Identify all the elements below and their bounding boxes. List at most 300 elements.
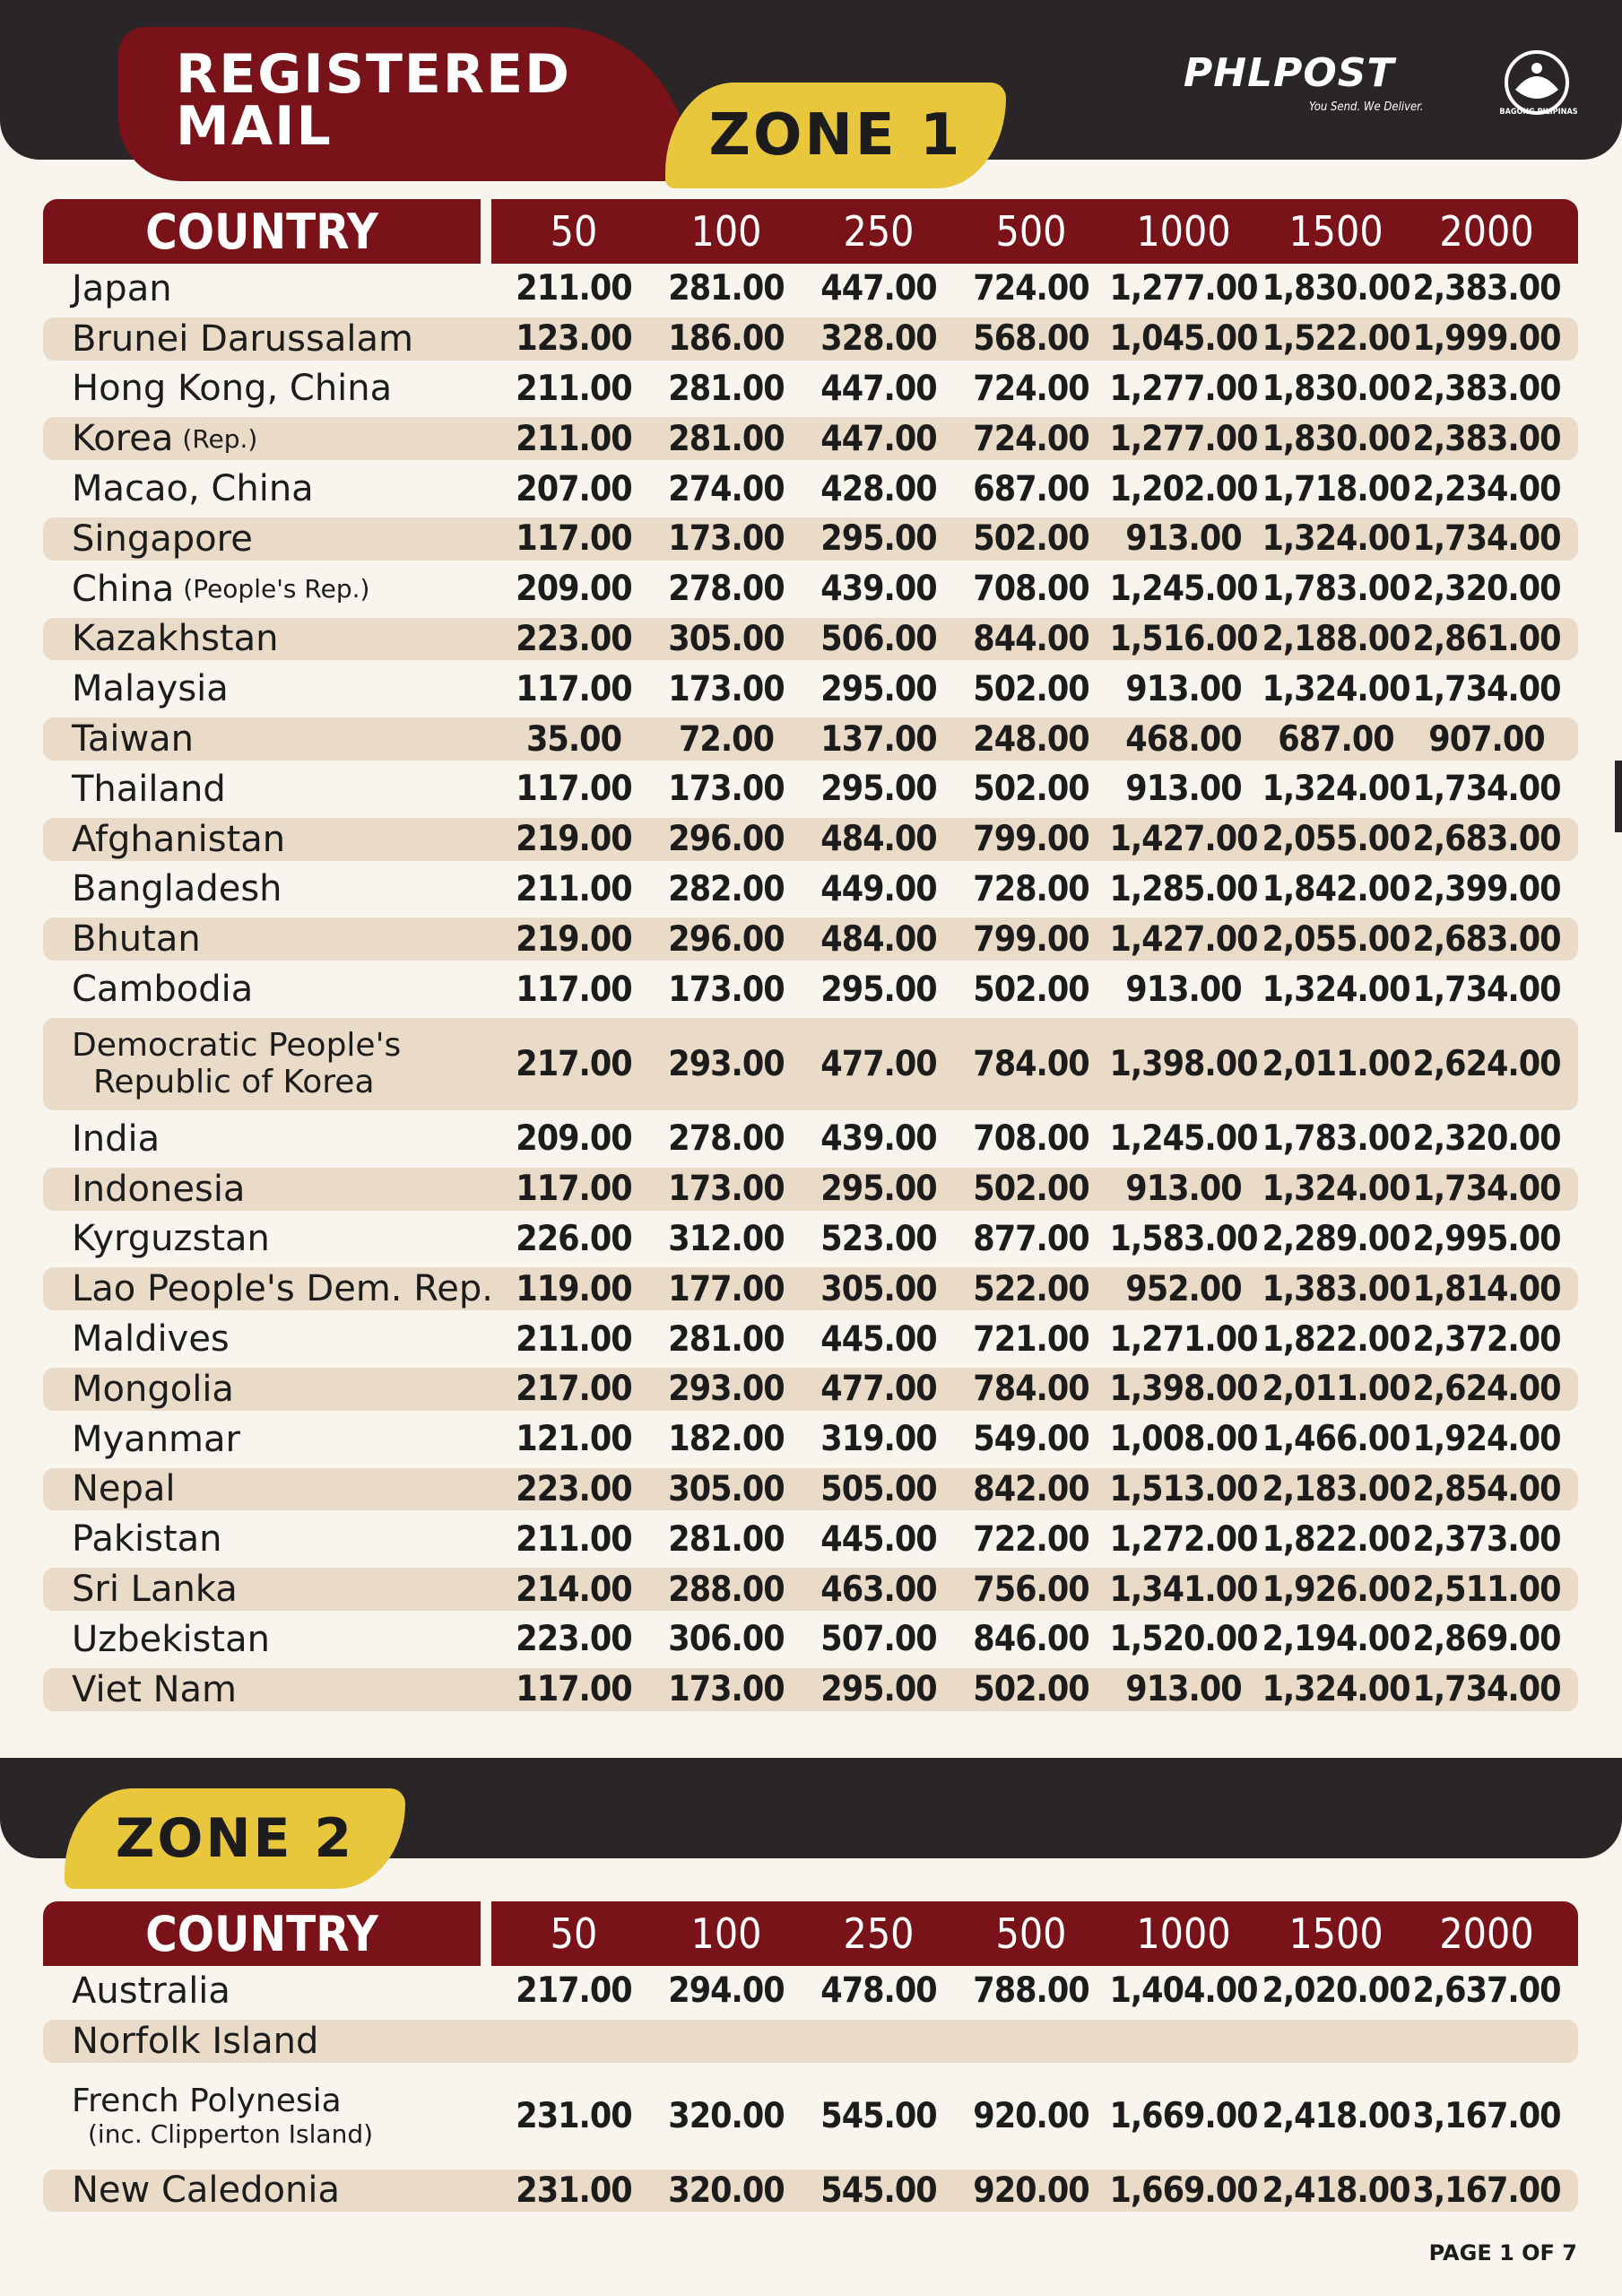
rate-value (1112, 2016, 1255, 2066)
rate-value: 506.00 (820, 618, 937, 659)
seal-text: BAGONG PILIPINAS (1499, 108, 1578, 117)
country-label: Norfolk Island (72, 2020, 319, 2062)
table-row (43, 764, 1578, 814)
rate-value: 1,008.00 (1109, 1419, 1258, 1460)
rate-value: 306.00 (668, 1619, 785, 1660)
country-column-header: COUNTRY (43, 199, 481, 264)
rate-value: 274.00 (668, 468, 785, 509)
zone-1-label: ZONE 1 (665, 83, 1006, 188)
country-name (72, 964, 253, 1014)
rate-value: 2,637.00 (1412, 1970, 1561, 2012)
table-row (43, 413, 1578, 464)
weight-header-50: 50 (550, 1909, 598, 1958)
weight-header-500: 500 (995, 1909, 1067, 1958)
rate-value: 295.00 (820, 1669, 937, 1710)
rate-value: 2,854.00 (1412, 1468, 1561, 1509)
rate-value: 2,194.00 (1262, 1619, 1410, 1660)
rate-value: 1,522.00 (1262, 318, 1410, 360)
rate-value: 907.00 (1428, 718, 1545, 760)
rate-value: 842.00 (973, 1468, 1089, 1509)
rate-value: 477.00 (820, 1369, 937, 1410)
country-name (72, 1465, 176, 1515)
country-name (72, 764, 226, 814)
rate-value: 568.00 (973, 318, 1089, 360)
rate-value: 305.00 (820, 1268, 937, 1309)
weight-header-1500: 1500 (1288, 1909, 1383, 1958)
rate-value: 2,683.00 (1412, 918, 1561, 960)
rate-value: 123.00 (516, 318, 632, 360)
country-name (72, 1564, 238, 1614)
rate-value: 1,814.00 (1412, 1268, 1561, 1309)
country-name (72, 1665, 237, 1715)
rate-value: 173.00 (668, 668, 785, 709)
page-title (176, 43, 571, 158)
rate-value: 920.00 (973, 2170, 1089, 2211)
rate-value: 1,398.00 (1109, 1369, 1258, 1410)
rate-value: 186.00 (668, 318, 785, 360)
weight-header-100: 100 (690, 207, 762, 256)
rate-value: 1,520.00 (1109, 1619, 1258, 1660)
country-name (72, 714, 194, 764)
rate-value: 1,324.00 (1262, 668, 1410, 709)
rate-value: 2,511.00 (1412, 1569, 1561, 1610)
rate-value: 117.00 (516, 518, 632, 560)
country-label: Sri Lanka (72, 1569, 238, 1611)
country-label: Bhutan (72, 918, 201, 961)
table-row (43, 1114, 1578, 1164)
rate-value: 2,011.00 (1262, 1369, 1410, 1410)
rate-value: 439.00 (820, 569, 937, 610)
rate-value: 913.00 (1125, 769, 1242, 810)
rate-value: 1,783.00 (1262, 569, 1410, 610)
country-name (72, 1214, 270, 1265)
rate-value: 1,734.00 (1412, 668, 1561, 709)
rate-value (502, 2016, 646, 2066)
rate-value: 173.00 (668, 1169, 785, 1210)
rate-value: 295.00 (820, 969, 937, 1010)
rate-value: 281.00 (668, 368, 785, 409)
rate-value: 2,320.00 (1412, 1118, 1561, 1160)
rate-value: 505.00 (820, 1468, 937, 1509)
rate-value: 1,045.00 (1109, 318, 1258, 360)
rate-value: 211.00 (516, 368, 632, 409)
weight-header-250: 250 (843, 207, 915, 256)
table-row (43, 2166, 1578, 2216)
rate-value: 217.00 (516, 1043, 632, 1084)
zone-1-rows (43, 264, 1578, 1715)
table-row (43, 614, 1578, 665)
country-label: Australia (72, 1970, 230, 2012)
rate-value: 545.00 (820, 2170, 937, 2211)
rate-value: 920.00 (973, 2095, 1089, 2136)
rate-value: 1,516.00 (1109, 618, 1258, 659)
rate-value: 1,734.00 (1412, 518, 1561, 560)
country-name (72, 1264, 493, 1314)
rate-value: 223.00 (516, 618, 632, 659)
country-label: Brunei Darussalam (72, 317, 413, 360)
country-qualifier: (Rep.) (182, 423, 258, 454)
rate-value: 468.00 (1125, 718, 1242, 760)
page-number: PAGE 1 OF 7 (1428, 2240, 1577, 2266)
rate-value: 1,277.00 (1109, 268, 1258, 309)
country-label: Kyrguzstan (72, 1218, 270, 1260)
rate-value: 447.00 (820, 268, 937, 309)
country-name (72, 1414, 240, 1465)
rate-value: 2,418.00 (1262, 2170, 1410, 2211)
rate-value: 2,055.00 (1262, 819, 1410, 860)
page-edge-marker (1615, 761, 1622, 832)
country-label: Thailand (72, 768, 226, 810)
country-label: New Caledonia (72, 2170, 340, 2212)
table-header (43, 1901, 1578, 1966)
rate-value: 2,683.00 (1412, 819, 1561, 860)
rate-value: 463.00 (820, 1569, 937, 1610)
rate-value: 502.00 (973, 769, 1089, 810)
rate-value: 278.00 (668, 569, 785, 610)
rate-value: 721.00 (973, 1318, 1089, 1360)
rate-value: 502.00 (973, 1169, 1089, 1210)
rate-value: 223.00 (516, 1468, 632, 1509)
rate-value: 1,734.00 (1412, 1669, 1561, 1710)
rate-value: 2,289.00 (1262, 1218, 1410, 1259)
rate-value: 2,188.00 (1262, 618, 1410, 659)
rate-value: 1,669.00 (1109, 2095, 1258, 2136)
country-name (72, 1164, 245, 1214)
country-name (72, 914, 201, 964)
country-name (72, 413, 257, 464)
rate-value: 295.00 (820, 668, 937, 709)
rate-value: 209.00 (516, 569, 632, 610)
country-name-line-2: (inc. Clipperton Island) (88, 2119, 374, 2150)
rate-value: 687.00 (973, 468, 1089, 509)
rate-value: 282.00 (668, 868, 785, 909)
weight-column-headers (491, 199, 1578, 264)
country-label: Korea (72, 418, 174, 460)
country-label: Myanmar (72, 1418, 240, 1460)
logo-tagline: You Send. We Deliver. (1309, 100, 1424, 114)
table-row (43, 664, 1578, 714)
rate-value: 2,373.00 (1412, 1518, 1561, 1560)
country-label: Nepal (72, 1468, 176, 1510)
rate-value: 1,271.00 (1109, 1318, 1258, 1360)
rate-value: 320.00 (668, 2095, 785, 2136)
rate-value: 223.00 (516, 1619, 632, 1660)
rate-value: 913.00 (1125, 668, 1242, 709)
rate-value: 2,055.00 (1262, 918, 1410, 960)
rate-value: 1,669.00 (1109, 2170, 1258, 2211)
country-name-line-1: Democratic People's (72, 1027, 402, 1065)
rate-value: 523.00 (820, 1218, 937, 1259)
rate-value: 2,320.00 (1412, 569, 1561, 610)
rate-value: 207.00 (516, 468, 632, 509)
rate-value: 117.00 (516, 1169, 632, 1210)
rate-value: 502.00 (973, 1669, 1089, 1710)
country-label: Bangladesh (72, 868, 282, 910)
rate-value: 294.00 (668, 1970, 785, 2012)
rate-value: 1,245.00 (1109, 569, 1258, 610)
rate-value: 2,399.00 (1412, 868, 1561, 909)
rate-value: 231.00 (516, 2095, 632, 2136)
rate-value: 445.00 (820, 1318, 937, 1360)
rate-value: 502.00 (973, 668, 1089, 709)
weight-header-50: 50 (550, 207, 598, 256)
rate-value: 248.00 (973, 718, 1089, 760)
rate-value: 281.00 (668, 418, 785, 459)
rate-value: 1,926.00 (1262, 1569, 1410, 1610)
rate-value: 173.00 (668, 1669, 785, 1710)
rate-value: 2,861.00 (1412, 618, 1561, 659)
rate-value: 117.00 (516, 969, 632, 1010)
rate-value: 296.00 (668, 918, 785, 960)
country-label: Lao People's Dem. Rep. (72, 1268, 493, 1310)
rate-value: 1,398.00 (1109, 1043, 1258, 1084)
rate-value: 522.00 (973, 1268, 1089, 1309)
rate-value: 278.00 (668, 1118, 785, 1160)
rate-value: 1,734.00 (1412, 769, 1561, 810)
rate-value: 2,234.00 (1412, 468, 1561, 509)
rate-value: 447.00 (820, 368, 937, 409)
rate-value: 447.00 (820, 418, 937, 459)
rate-value: 295.00 (820, 518, 937, 560)
country-name (72, 364, 392, 414)
country-name (72, 314, 413, 364)
rate-value: 799.00 (973, 918, 1089, 960)
rate-value: 1,202.00 (1109, 468, 1258, 509)
country-name (72, 814, 285, 865)
table-row (43, 914, 1578, 964)
country-name (72, 1614, 270, 1665)
country-label: Afghanistan (72, 818, 286, 860)
rate-value: 1,324.00 (1262, 969, 1410, 1010)
rate-value: 502.00 (973, 518, 1089, 560)
rate-value (1264, 2016, 1408, 2066)
rate-value: 121.00 (516, 1419, 632, 1460)
rate-value: 445.00 (820, 1518, 937, 1560)
zone-1-rate-table (43, 199, 1578, 1715)
table-row (43, 1164, 1578, 1214)
rate-value: 1,245.00 (1109, 1118, 1258, 1160)
rate-value: 1,324.00 (1262, 769, 1410, 810)
table-row (43, 1414, 1578, 1465)
weight-column-headers (491, 1901, 1578, 1966)
country-label: Uzbekistan (72, 1618, 270, 1660)
rate-value: 1,734.00 (1412, 1169, 1561, 1210)
rate-value: 295.00 (820, 1169, 937, 1210)
rate-value: 1,830.00 (1262, 268, 1410, 309)
rate-value: 219.00 (516, 918, 632, 960)
logo-text: PHLPOST (1184, 50, 1395, 96)
rate-value: 844.00 (973, 618, 1089, 659)
table-row (43, 1966, 1578, 2016)
rate-value: 211.00 (516, 1318, 632, 1360)
rate-value: 217.00 (516, 1369, 632, 1410)
country-name (72, 1114, 160, 1164)
rate-value: 2,624.00 (1412, 1369, 1561, 1410)
rate-value: 305.00 (668, 1468, 785, 1509)
table-row (43, 1665, 1578, 1715)
rate-value: 2,020.00 (1262, 1970, 1410, 2012)
table-row (43, 1314, 1578, 1364)
country-name (72, 2166, 340, 2216)
country-name (72, 264, 172, 314)
rate-value: 182.00 (668, 1419, 785, 1460)
rate-value: 478.00 (820, 1970, 937, 2012)
weight-header-500: 500 (995, 207, 1067, 256)
table-row (43, 314, 1578, 364)
rate-value: 1,277.00 (1109, 418, 1258, 459)
table-row (43, 1214, 1578, 1265)
rate-value: 477.00 (820, 1043, 937, 1084)
rate-value: 211.00 (516, 1518, 632, 1560)
weight-header-250: 250 (843, 1909, 915, 1958)
rate-value: 1,272.00 (1109, 1518, 1258, 1560)
title-line-2: MAIL (176, 95, 333, 158)
country-label: Indonesia (72, 1168, 246, 1210)
rate-value (1415, 2016, 1558, 2066)
country-qualifier: (People's Rep.) (183, 574, 370, 604)
rate-value: 1,822.00 (1262, 1318, 1410, 1360)
rate-value: 288.00 (668, 1569, 785, 1610)
rate-value: 3,167.00 (1412, 2095, 1561, 2136)
rate-value: 756.00 (973, 1569, 1089, 1610)
rate-value (807, 2016, 950, 2066)
rate-value: 913.00 (1125, 1669, 1242, 1710)
rate-value: 784.00 (973, 1369, 1089, 1410)
rate-value: 320.00 (668, 2170, 785, 2211)
rate-value: 3,167.00 (1412, 2170, 1561, 2211)
table-row (43, 264, 1578, 314)
rate-value: 1,404.00 (1109, 1970, 1258, 2012)
country-name (72, 1514, 222, 1564)
rate-value: 428.00 (820, 468, 937, 509)
rate-value: 1,383.00 (1262, 1268, 1410, 1309)
country-name (72, 664, 229, 714)
rate-value: 846.00 (973, 1619, 1089, 1660)
country-name (72, 564, 369, 614)
rate-value: 293.00 (668, 1369, 785, 1410)
rate-value: 137.00 (820, 718, 937, 760)
table-row (43, 1514, 1578, 1564)
rate-value: 799.00 (973, 819, 1089, 860)
country-label: Japan (72, 267, 172, 309)
rate-value: 1,842.00 (1262, 868, 1410, 909)
table-row (43, 865, 1578, 915)
country-label: Malaysia (72, 668, 229, 710)
country-name-line-2: Republic of Korea (93, 1064, 375, 1101)
rate-value: 507.00 (820, 1619, 937, 1660)
rate-value: 788.00 (973, 1970, 1089, 2012)
country-label: Pakistan (72, 1518, 222, 1561)
rate-value: 217.00 (516, 1970, 632, 2012)
rate-value: 1,734.00 (1412, 969, 1561, 1010)
table-row (43, 514, 1578, 564)
rate-value: 449.00 (820, 868, 937, 909)
country-label: Viet Nam (72, 1668, 238, 1710)
rate-value: 484.00 (820, 918, 937, 960)
rate-value: 281.00 (668, 1318, 785, 1360)
country-column-header: COUNTRY (43, 1901, 481, 1966)
country-label: Cambodia (72, 969, 254, 1011)
rate-value: 72.00 (679, 718, 774, 760)
rate-value: 281.00 (668, 1518, 785, 1560)
rate-value: 296.00 (668, 819, 785, 860)
country-label: India (72, 1118, 160, 1160)
rate-value: 2,869.00 (1412, 1619, 1561, 1660)
rate-value: 35.00 (526, 718, 621, 760)
country-label: China (72, 568, 175, 610)
rate-value: 319.00 (820, 1419, 937, 1460)
country-label: Singapore (72, 517, 253, 560)
country-name (72, 2066, 373, 2166)
rate-value: 2,383.00 (1412, 418, 1561, 459)
rate-value: 913.00 (1125, 518, 1242, 560)
rate-value: 724.00 (973, 418, 1089, 459)
rate-value: 708.00 (973, 569, 1089, 610)
rate-value: 1,830.00 (1262, 418, 1410, 459)
rate-value: 1,427.00 (1109, 918, 1258, 960)
country-name (72, 865, 282, 915)
rate-value: 328.00 (820, 318, 937, 360)
table-row (43, 1364, 1578, 1414)
rate-value (959, 2016, 1103, 2066)
weight-header-1000: 1000 (1136, 1909, 1231, 1958)
rate-value: 173.00 (668, 769, 785, 810)
rate-value: 2,183.00 (1262, 1468, 1410, 1509)
rate-value: 1,999.00 (1412, 318, 1561, 360)
table-row (43, 814, 1578, 865)
rate-value: 2,383.00 (1412, 368, 1561, 409)
rate-value: 117.00 (516, 1669, 632, 1710)
table-row (43, 1465, 1578, 1515)
rate-value: 1,324.00 (1262, 1669, 1410, 1710)
rate-value: 1,783.00 (1262, 1118, 1410, 1160)
table-row (43, 1614, 1578, 1665)
country-name (72, 464, 314, 514)
table-row (43, 2066, 1578, 2166)
country-name (72, 1364, 234, 1414)
rate-value: 549.00 (973, 1419, 1089, 1460)
rate-value: 687.00 (1278, 718, 1394, 760)
rate-value: 1,718.00 (1262, 468, 1410, 509)
rate-value: 305.00 (668, 618, 785, 659)
table-row (43, 464, 1578, 514)
zone-2-rate-table (43, 1901, 1578, 2215)
rate-value: 226.00 (516, 1218, 632, 1259)
table-row (43, 1264, 1578, 1314)
rate-value: 173.00 (668, 518, 785, 560)
table-row (43, 564, 1578, 614)
rate-value: 177.00 (668, 1268, 785, 1309)
country-label: Kazakhstan (72, 618, 279, 660)
rate-value: 502.00 (973, 969, 1089, 1010)
table-row (43, 714, 1578, 764)
weight-header-100: 100 (690, 1909, 762, 1958)
country-name (72, 514, 253, 564)
zone-2-label: ZONE 2 (65, 1788, 405, 1889)
country-label: Mongolia (72, 1368, 234, 1410)
rate-value: 281.00 (668, 268, 785, 309)
rate-value: 2,418.00 (1262, 2095, 1410, 2136)
rate-value: 1,277.00 (1109, 368, 1258, 409)
country-label: Maldives (72, 1318, 230, 1361)
country-name (72, 1966, 230, 2016)
country-name (72, 2016, 318, 2066)
rate-value: 724.00 (973, 268, 1089, 309)
country-name-line-1: French Polynesia (72, 2083, 342, 2120)
rate-value: 117.00 (516, 769, 632, 810)
table-row (43, 1564, 1578, 1614)
rate-value: 1,830.00 (1262, 368, 1410, 409)
